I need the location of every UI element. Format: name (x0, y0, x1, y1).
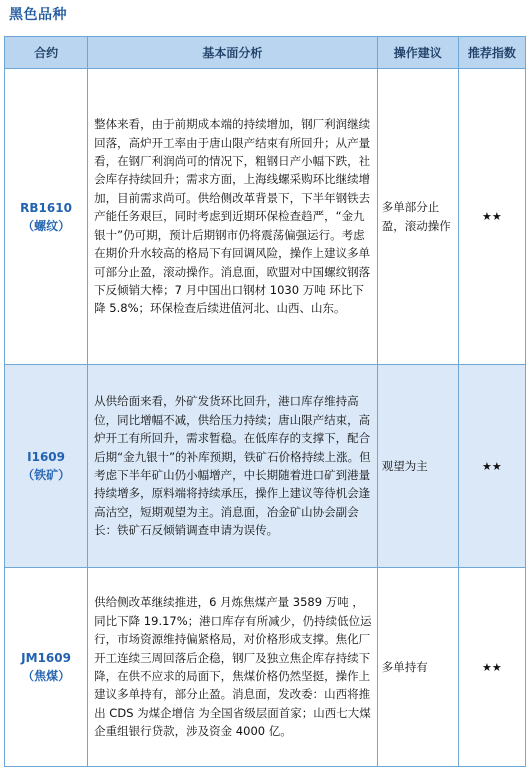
section-title: 黑色品种 (9, 7, 67, 23)
analysis-text: 从供给面来看，外矿发货环比回升，港口库存维持高位，同比增幅不减，供给压力持续；唐山限产结束，高炉开工有所回升，需求暂稳。在低库存的支撑下，配合后期“金九银十”的补库预期，铁矿石价格持续上涨。但考虑下半年矿山仍小幅增产，中长期随着进口矿到港量持续增多，原料端将持续承压，操作上建议等待机会逢高沽空，短期观望为主。消息面，冶金矿山协会副会长：铁矿石反倾销调查申请为误传。 (88, 365, 378, 568)
advice-text: 观望为主 (377, 365, 458, 568)
advice-text: 多单持有 (377, 568, 458, 767)
contract-name: （焦煤） (22, 669, 71, 683)
contract-name: （螺纹） (22, 218, 71, 233)
recommend-stars: ★★ (458, 568, 525, 767)
table-row-rb1610 (5, 69, 526, 365)
header-analysis: 基本面分析 (88, 37, 378, 69)
contract-code: JM1609 (21, 651, 71, 665)
analysis-text: 整体来看，由于前期成本端的持续增加，钢厂利润继续回落，高炉开工率由于唐山限产结束有所回升；从产量看，在钢厂利润尚可的情况下，粗钢日产小幅下跌，社会库存持续回升；需求方面，上海线螺采购环比继续增加，目前需求尚可。供给侧改革背景下，下半年钢铁去产能任务艰巨，同时考虑到近期环保检查趋严，“金九银十”仍可期，预计后期钢市仍将震荡偏强运行。考虑在期价升水较高的格局下有回调风险，操作上建议多单可部分止盈，滚动操作。消息面，欧盟对中国螺纹钢落下反倾销大棒；7 月中国出口钢材 1030 万吨 环比下降 5.8%；环保检查后续进值河北、山西、山东。 (88, 69, 378, 365)
table-header-row (5, 37, 526, 69)
table-row-i1609 (5, 365, 526, 568)
contract-code: RB1610 (20, 200, 72, 215)
analysis-text: 供给侧改革继续推进，6 月炼焦煤产量 3589 万吨 ，同比下降 19.17%；港口库存有所减少，仍持续低位运行，市场资源维持偏紧格局，对价格形成支撑。焦化厂开工连续三周回落后企稳，钢厂及独立焦企库存持续下降，在供不应求的局面下，焦煤价格仍然坚挺，操作上建议多单持有，部分止盈。消息面，发改委：山西将推出 CDS 为煤企增信 为全国省级层面首家；山西七大煤企重组银行贷款，涉及资金 4000 亿。 (88, 568, 378, 767)
recommend-stars: ★★ (458, 69, 525, 365)
table-row-jm1609 (5, 568, 526, 767)
header-advice: 操作建议 (377, 37, 458, 69)
black-commodities-table (4, 36, 526, 767)
contract-cell (5, 69, 88, 365)
recommend-stars: ★★ (458, 365, 525, 568)
header-contract: 合约 (5, 37, 88, 69)
contract-cell (5, 568, 88, 767)
contract-code: I1609 (27, 450, 66, 464)
contract-cell (5, 365, 88, 568)
header-index: 推荐指数 (458, 37, 525, 69)
contract-name: （铁矿） (22, 468, 71, 482)
advice-text: 多单部分止盈，滚动操作 (377, 69, 458, 365)
